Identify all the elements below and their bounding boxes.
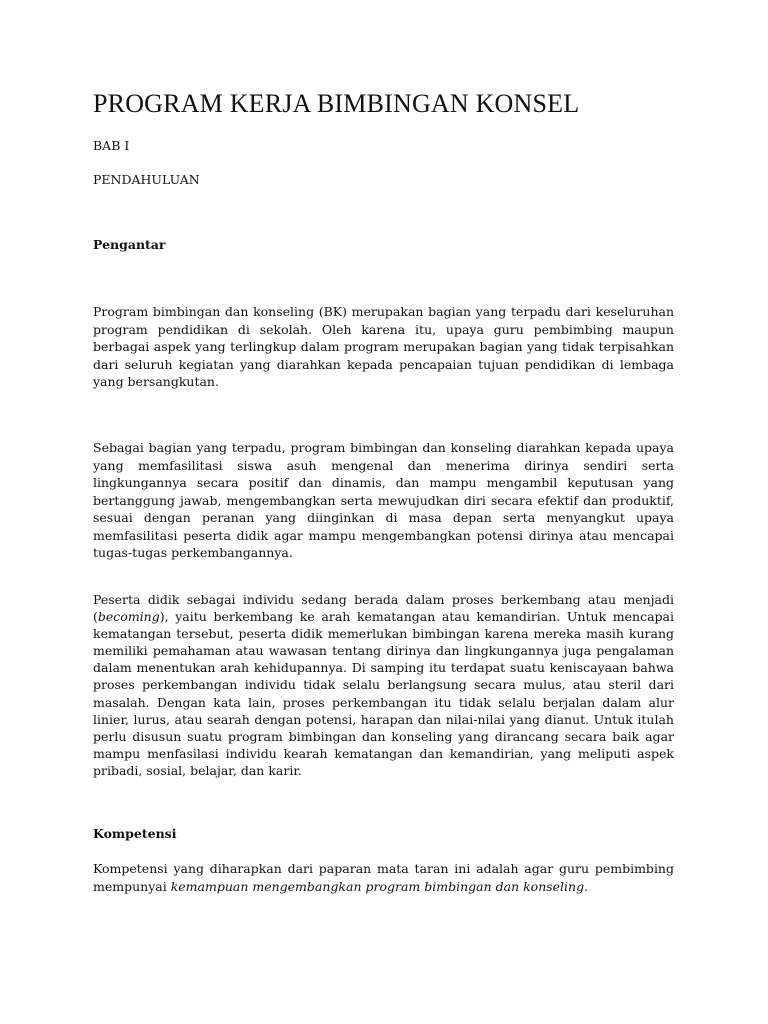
kompetensi-paragraph xyxy=(93,860,674,895)
kompetensi-italic-phrase: kemampuan mengembangkan program bimbingan dan konseling xyxy=(170,878,585,894)
pengantar-paragraph-2: Sebagai bagian yang terpadu, program bimbingan dan konseling diarahkan kepada upaya yang memfasilitasi siswa asuh mengenal dan menerima dirinya sendiri serta lingkungannya secara positif dan dinamis, dan mampu mengambil keputusan yang bertanggung jawab, mengembangkan serta mewujudkan diri secara efektif dan produktif, sesuai dengan peranan yang diinginkan di masa depan serta menyangkut upaya memfasilitasi peserta didik agar mampu mengembangkan potensi dirinya atau mencapai tugas-tugas perkembangannya. xyxy=(93,440,674,560)
pengantar-paragraph-1: Program bimbingan dan konseling (BK) merupakan bagian yang terpadu dari keseluruhan program pendidikan di sekolah. Oleh karena itu, upaya guru pembimbing maupun berbagai aspek yang terlingkup dalam program merupakan bagian yang tidak terpisahkan dari seluruh kegiatan yang diarahkan kepada pencapaian tujuan pendidikan di lembaga yang bersangkutan. xyxy=(93,304,674,389)
document-title: PROGRAM KERJA BIMBINGAN KONSEL xyxy=(93,89,580,118)
paragraph-3-text-start: Peserta didik sebagai individu sedang berada dalam proses berkembang atau menjadi ( xyxy=(93,592,674,625)
kompetensi-text-start: Kompetensi yang diharapkan dari paparan mata taran ini adalah agar guru pembimbing mempunyai xyxy=(93,861,674,894)
section-heading-pengantar: Pengantar xyxy=(93,237,166,252)
kompetensi-text-end: . xyxy=(584,878,589,894)
chapter-title: PENDAHULUAN xyxy=(93,172,200,187)
pengantar-paragraph-3 xyxy=(93,591,674,779)
paragraph-3-text-end: ), yaitu berkembang ke arah kematangan atau kemandirian. Untuk mencapai kematangan tersebut, peserta didik memerlukan bimbingan karena mereka masih kurang memiliki pemahaman atau wawasan tentang dirinya dan lingkungannya juga pengalaman dalam menentukan arah kehidupannya. Di samping itu terdapat suatu keniscayaan bahwa proses perkembangan individu tidak selalu berlangsung secara mulus, atau steril dari masalah. Dengan kata lain, proses perkembangan itu tidak selalu berjalan dalam alur linier, lurus, atau searah dengan potensi, harapan dan nilai-nilai yang dianut. Untuk itulah perlu disusun suatu program bimbingan dan konseling yang dirancang secara baik agar mampu menfasilasi individu kearah kematangan dan kemandirian, yang meliputi aspek pribadi, sosial, belajar, dan karir. xyxy=(93,609,674,778)
paragraph-3-italic-term: becoming xyxy=(97,609,160,625)
chapter-number: BAB I xyxy=(93,138,130,153)
section-heading-kompetensi: Kompetensi xyxy=(93,826,177,841)
